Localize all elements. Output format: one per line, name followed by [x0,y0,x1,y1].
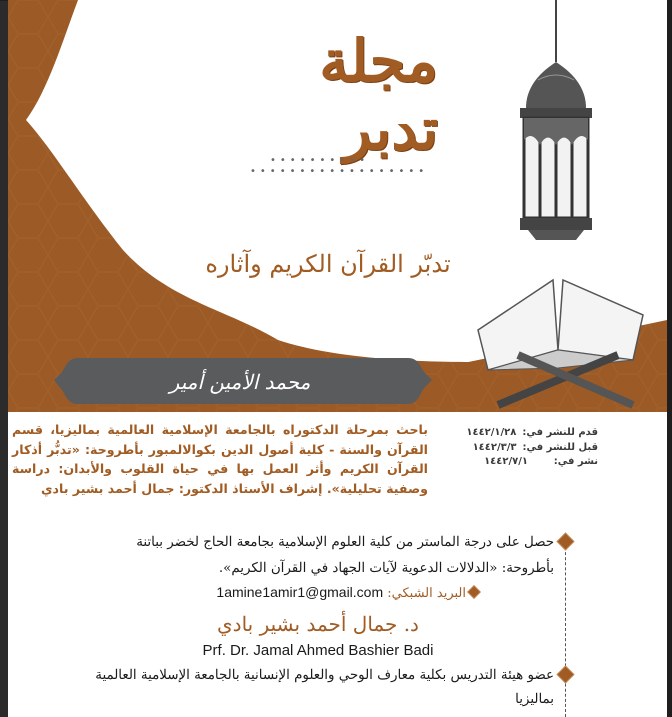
email-link[interactable]: 1amine1amir1@gmail.com [216,584,384,600]
author-bio: باحث بمرحلة الدكتوراه بالجامعة الإسلامية العالمية بماليزيا، قسم القرآن والسنة - كلية أصول الدين بكوالالمبور بأطروحة: «تدبُّر أذكار القرآن الكريم وأثر العمل بها في حياة القلوب والأبدان: دراسة وصفية تحليلية». إشراف الأستاذ الدكتور: جمال أحمد بشير بادي [12,422,428,496]
email-label: البريد الشبكي: [387,586,466,601]
decorative-dots: •••••••••••••••••• [250,166,429,177]
lantern-icon [508,0,608,250]
diamond-icon [558,534,574,550]
date-accepted: قبل للنشر في: ١٤٤٢/٣/٣ [472,441,598,453]
date-published: نشر في: ١٤٤٢/٧/١ [484,456,598,467]
journal-page [8,0,667,717]
diamond-icon [558,667,574,683]
dashed-timeline [565,537,568,717]
supervisor-name-english: Prf. Dr. Jamal Ahmed Bashier Badi [202,642,434,659]
journal-title-calligraphy: مجلة تدبر [319,27,438,163]
masters-degree-text: حصل على درجة الماستر من كلية العلوم الإسلامية بجامعة الحاج لخضر بباتنة بأطروحة: «الدلالات الدعوية لآيات الجهاد في القرآن الكريم». [136,535,554,576]
supervisor-position: عضو هيئة التدريس بكلية معارف الوحي والعلوم الإنسانية بالجامعة الإسلامية العالمية بماليزيا [95,668,554,707]
email-row [158,582,466,604]
diamond-icon [468,586,479,597]
author-name: محمد الأمين أمير [169,370,311,394]
date-submitted: قدم للنشر في: ١٤٤٢/١/٢٨ [466,427,598,438]
header-art [8,0,667,412]
publication-dates [438,426,598,470]
quran-stand-icon [458,260,658,410]
supervisor-name-arabic: د. جمال أحمد بشير بادي [217,612,419,636]
decorative-dots: •••••••••• [270,155,369,166]
right-border [667,0,672,717]
journal-subtitle: تدبّر القرآن الكريم وآثاره [205,250,451,278]
